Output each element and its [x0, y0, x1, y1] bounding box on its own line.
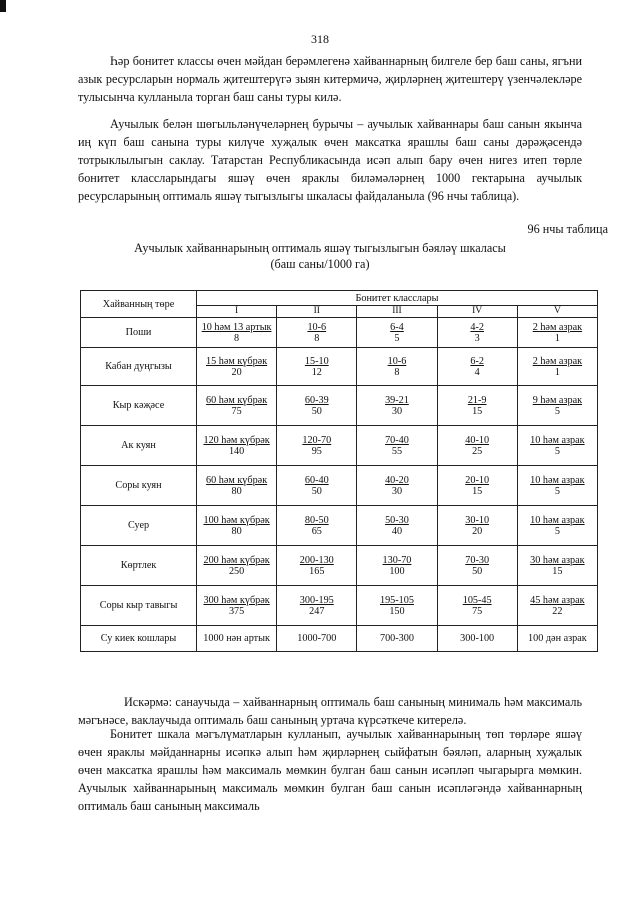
density-cell [277, 586, 357, 626]
density-cell [357, 466, 437, 506]
header-kind: Хайванның төре [81, 291, 197, 318]
density-cell [437, 348, 517, 386]
mean-value: 375 [228, 605, 245, 617]
animal-name: Кыр кәҗәсе [81, 386, 197, 426]
paragraph-2: Аучылык белән шөгыльләнүчеләрнең бурычы – аучылык хайваннары баш санын якынча иң күп баш санына туры килүче хуҗалык өчен максатка ярашлы баш саны дәрәҗәсендә тотрыклылыгын саклау. Татарстан Республикасында исәп алып бару өчен нигез итеп төрле бонитет классларындагы яшәү өчен яраклы биләмәләрнең 1000 гектарына аучылык ресурсларының оптималь яшәү тыгызлыгы шкаласы файдаланыла (96 нчы таблица). [78, 117, 582, 203]
table-row [81, 546, 598, 586]
table-row [81, 466, 598, 506]
density-cell [357, 586, 437, 626]
density-cell [357, 506, 437, 546]
mean-value: 3 [474, 332, 480, 344]
mean-value: 5 [554, 525, 560, 537]
range-value: 70-30 [465, 554, 490, 566]
mean-value: 75 [472, 605, 483, 617]
table-row [81, 586, 598, 626]
density-cell [277, 386, 357, 426]
range-value: 2 һәм азрак [532, 355, 583, 367]
density-cell [517, 386, 597, 426]
range-value: 45 һәм азрак [530, 594, 585, 606]
animal-name: Ак куян [81, 426, 197, 466]
mean-value: 12 [311, 366, 322, 378]
table-row [81, 348, 598, 386]
class-header: IV [437, 306, 517, 318]
range-value: 30 һәм азрак [530, 554, 585, 566]
density-cell: 300-100 [437, 626, 517, 652]
density-cell [197, 506, 277, 546]
range-value: 15-10 [304, 355, 329, 367]
animal-name: Су киек кошлары [81, 626, 197, 652]
page-number: 318 [311, 32, 329, 46]
class-header: II [277, 306, 357, 318]
range-value: 120-70 [302, 434, 332, 446]
table-row [81, 318, 598, 348]
range-value: 60-40 [304, 474, 329, 486]
class-header: III [357, 306, 437, 318]
range-value: 300 һәм күбрәк [203, 594, 270, 606]
table-subtitle: (баш саны/1000 га) [270, 257, 370, 271]
density-cell [277, 546, 357, 586]
range-value: 120 һәм күбрәк [203, 434, 270, 446]
range-value: 60-39 [304, 394, 329, 406]
density-cell [437, 546, 517, 586]
mean-value: 100 [389, 565, 405, 577]
table-title: Аучылык хайваннарының оптималь яшәү тыгызлыгын бәяләү шкаласы [134, 241, 506, 255]
animal-name: Соры куян [81, 466, 197, 506]
density-cell [357, 546, 437, 586]
range-value: 10 һәм азрак [530, 474, 585, 486]
mean-value: 20 [472, 525, 483, 537]
mean-value: 5 [394, 332, 400, 344]
mean-value: 80 [231, 485, 242, 497]
density-cell [517, 348, 597, 386]
range-value: 195-105 [379, 594, 414, 606]
mean-value: 30 [391, 405, 403, 417]
density-cell: 1000 нән артык [197, 626, 277, 652]
density-cell [357, 348, 437, 386]
density-cell [197, 466, 277, 506]
mean-value: 150 [389, 605, 405, 617]
range-value: 10 һәм азрак [530, 514, 585, 526]
mean-value: 1 [554, 366, 560, 378]
mean-value: 95 [311, 445, 322, 457]
range-value: 80-50 [304, 514, 329, 526]
range-value: 200-130 [299, 554, 334, 566]
table-number: 96 нчы таблица [527, 222, 608, 236]
range-value: 60 һәм күбрәк [206, 474, 268, 486]
density-cell [517, 546, 597, 586]
mean-value: 75 [231, 405, 242, 417]
mean-value: 15 [472, 485, 483, 497]
paragraph-1: Һәр бонитет классы өчен мәйдан берәмлегенә хайваннарның билгеле бер баш саны, ягъни азык ресурсларын нормаль җитештерүгә зыян китермичә, җирләрнең җитештерү үзенчәлекләре тулысынча кулланыла торган баш саны туры килә. [78, 54, 582, 104]
mean-value: 8 [234, 332, 240, 344]
density-cell [517, 318, 597, 348]
range-value: 21-9 [467, 394, 487, 406]
class-header: V [517, 306, 597, 318]
mean-value: 20 [231, 366, 242, 378]
mean-value: 250 [228, 565, 245, 577]
animal-name: Соры кыр тавыгы [81, 586, 197, 626]
mean-value: 65 [311, 525, 322, 537]
mean-value: 15 [472, 405, 483, 417]
range-value: 70-40 [385, 434, 409, 446]
bonitet-table [80, 290, 598, 652]
density-cell [437, 318, 517, 348]
animal-name: Поши [81, 318, 197, 348]
density-cell [437, 426, 517, 466]
table-title-block [0, 240, 640, 272]
density-cell [197, 546, 277, 586]
range-value: 10 һәм азрак [530, 434, 585, 446]
range-value: 200 һәм күбрәк [203, 554, 270, 566]
range-value: 130-70 [382, 554, 412, 566]
density-cell [437, 466, 517, 506]
mean-value: 247 [309, 605, 325, 617]
range-value: 2 һәм азрак [532, 321, 583, 333]
note-paragraph: Искәрмә: санаучыда – хайваннарның оптималь баш санының минималь һәм максималь мәгънәсе, ваклаучыда оптималь баш санының уртача күрсәткече китерелә. [78, 695, 582, 727]
range-value: 100 һәм күбрәк [203, 514, 270, 526]
density-cell [197, 586, 277, 626]
density-cell [197, 386, 277, 426]
mean-value: 25 [472, 445, 483, 457]
density-cell [197, 318, 277, 348]
density-cell [437, 386, 517, 426]
mean-value: 8 [314, 332, 320, 344]
mean-value: 5 [554, 405, 560, 417]
mean-value: 5 [554, 485, 560, 497]
table-row [81, 426, 598, 466]
class-header: I [197, 306, 277, 318]
density-cell [277, 506, 357, 546]
density-cell [277, 466, 357, 506]
density-cell [277, 348, 357, 386]
mean-value: 140 [228, 445, 245, 457]
table-row [81, 626, 598, 652]
animal-name: Көртлек [81, 546, 197, 586]
range-value: 6-2 [470, 355, 484, 367]
table-row [81, 386, 598, 426]
range-value: 20-10 [465, 474, 490, 486]
mean-value: 5 [554, 445, 560, 457]
density-cell [437, 586, 517, 626]
density-cell [277, 426, 357, 466]
range-value: 105-45 [462, 594, 492, 606]
range-value: 300-195 [299, 594, 334, 606]
range-value: 15 һәм күбрәк [206, 355, 268, 367]
range-value: 6-4 [390, 321, 404, 333]
animal-name: Кабан дуңгызы [81, 348, 197, 386]
density-cell [517, 506, 597, 546]
mean-value: 165 [309, 565, 325, 577]
density-cell: 1000-700 [277, 626, 357, 652]
density-cell [357, 426, 437, 466]
paragraph-3: Бонитет шкала мәгълүматларын кулланып, аучылык хайваннарының төп төрләре яшәү өчен яраклы мәйданнарны исәпкә алып һәм җирләрнең сыйфатын бәяләп, аларның хуҗалык өчен максатка ярашлы һәм максималь мөмкин булган баш санын исәпләп чыгарырга мөмкин. Аучылык хайваннарының максималь мөмкин булган баш санын исәпләгәндә хайваннарның оптималь баш санының максималь [78, 727, 582, 813]
density-cell [517, 466, 597, 506]
mean-value: 50 [311, 485, 322, 497]
range-value: 10 һәм 13 артык [201, 321, 272, 333]
density-cell: 700-300 [357, 626, 437, 652]
range-value: 4-2 [470, 321, 484, 333]
density-cell [357, 386, 437, 426]
animal-name: Суер [81, 506, 197, 546]
range-value: 40-10 [465, 434, 490, 446]
mean-value: 1 [554, 332, 560, 344]
density-cell [437, 506, 517, 546]
density-cell [517, 426, 597, 466]
range-value: 30-10 [465, 514, 490, 526]
corner-mark [0, 0, 6, 12]
range-value: 60 һәм күбрәк [206, 394, 268, 406]
mean-value: 50 [472, 565, 483, 577]
range-value: 10-6 [307, 321, 327, 333]
range-value: 40-20 [385, 474, 409, 486]
mean-value: 15 [552, 565, 563, 577]
range-value: 39-21 [385, 394, 409, 406]
range-value: 50-30 [385, 514, 409, 526]
range-value: 10-6 [387, 355, 407, 367]
density-cell [517, 586, 597, 626]
mean-value: 50 [311, 405, 322, 417]
density-cell [357, 318, 437, 348]
density-cell [277, 318, 357, 348]
density-cell [197, 348, 277, 386]
table-row [81, 506, 598, 546]
density-cell [197, 426, 277, 466]
mean-value: 30 [391, 485, 403, 497]
mean-value: 80 [231, 525, 242, 537]
mean-value: 40 [391, 525, 403, 537]
header-classes: Бонитет класслары [197, 291, 598, 306]
mean-value: 8 [394, 366, 400, 378]
mean-value: 55 [391, 445, 403, 457]
mean-value: 22 [552, 605, 563, 617]
range-value: 9 һәм азрак [532, 394, 583, 406]
mean-value: 4 [474, 366, 480, 378]
density-cell: 100 дән азрак [517, 626, 597, 652]
